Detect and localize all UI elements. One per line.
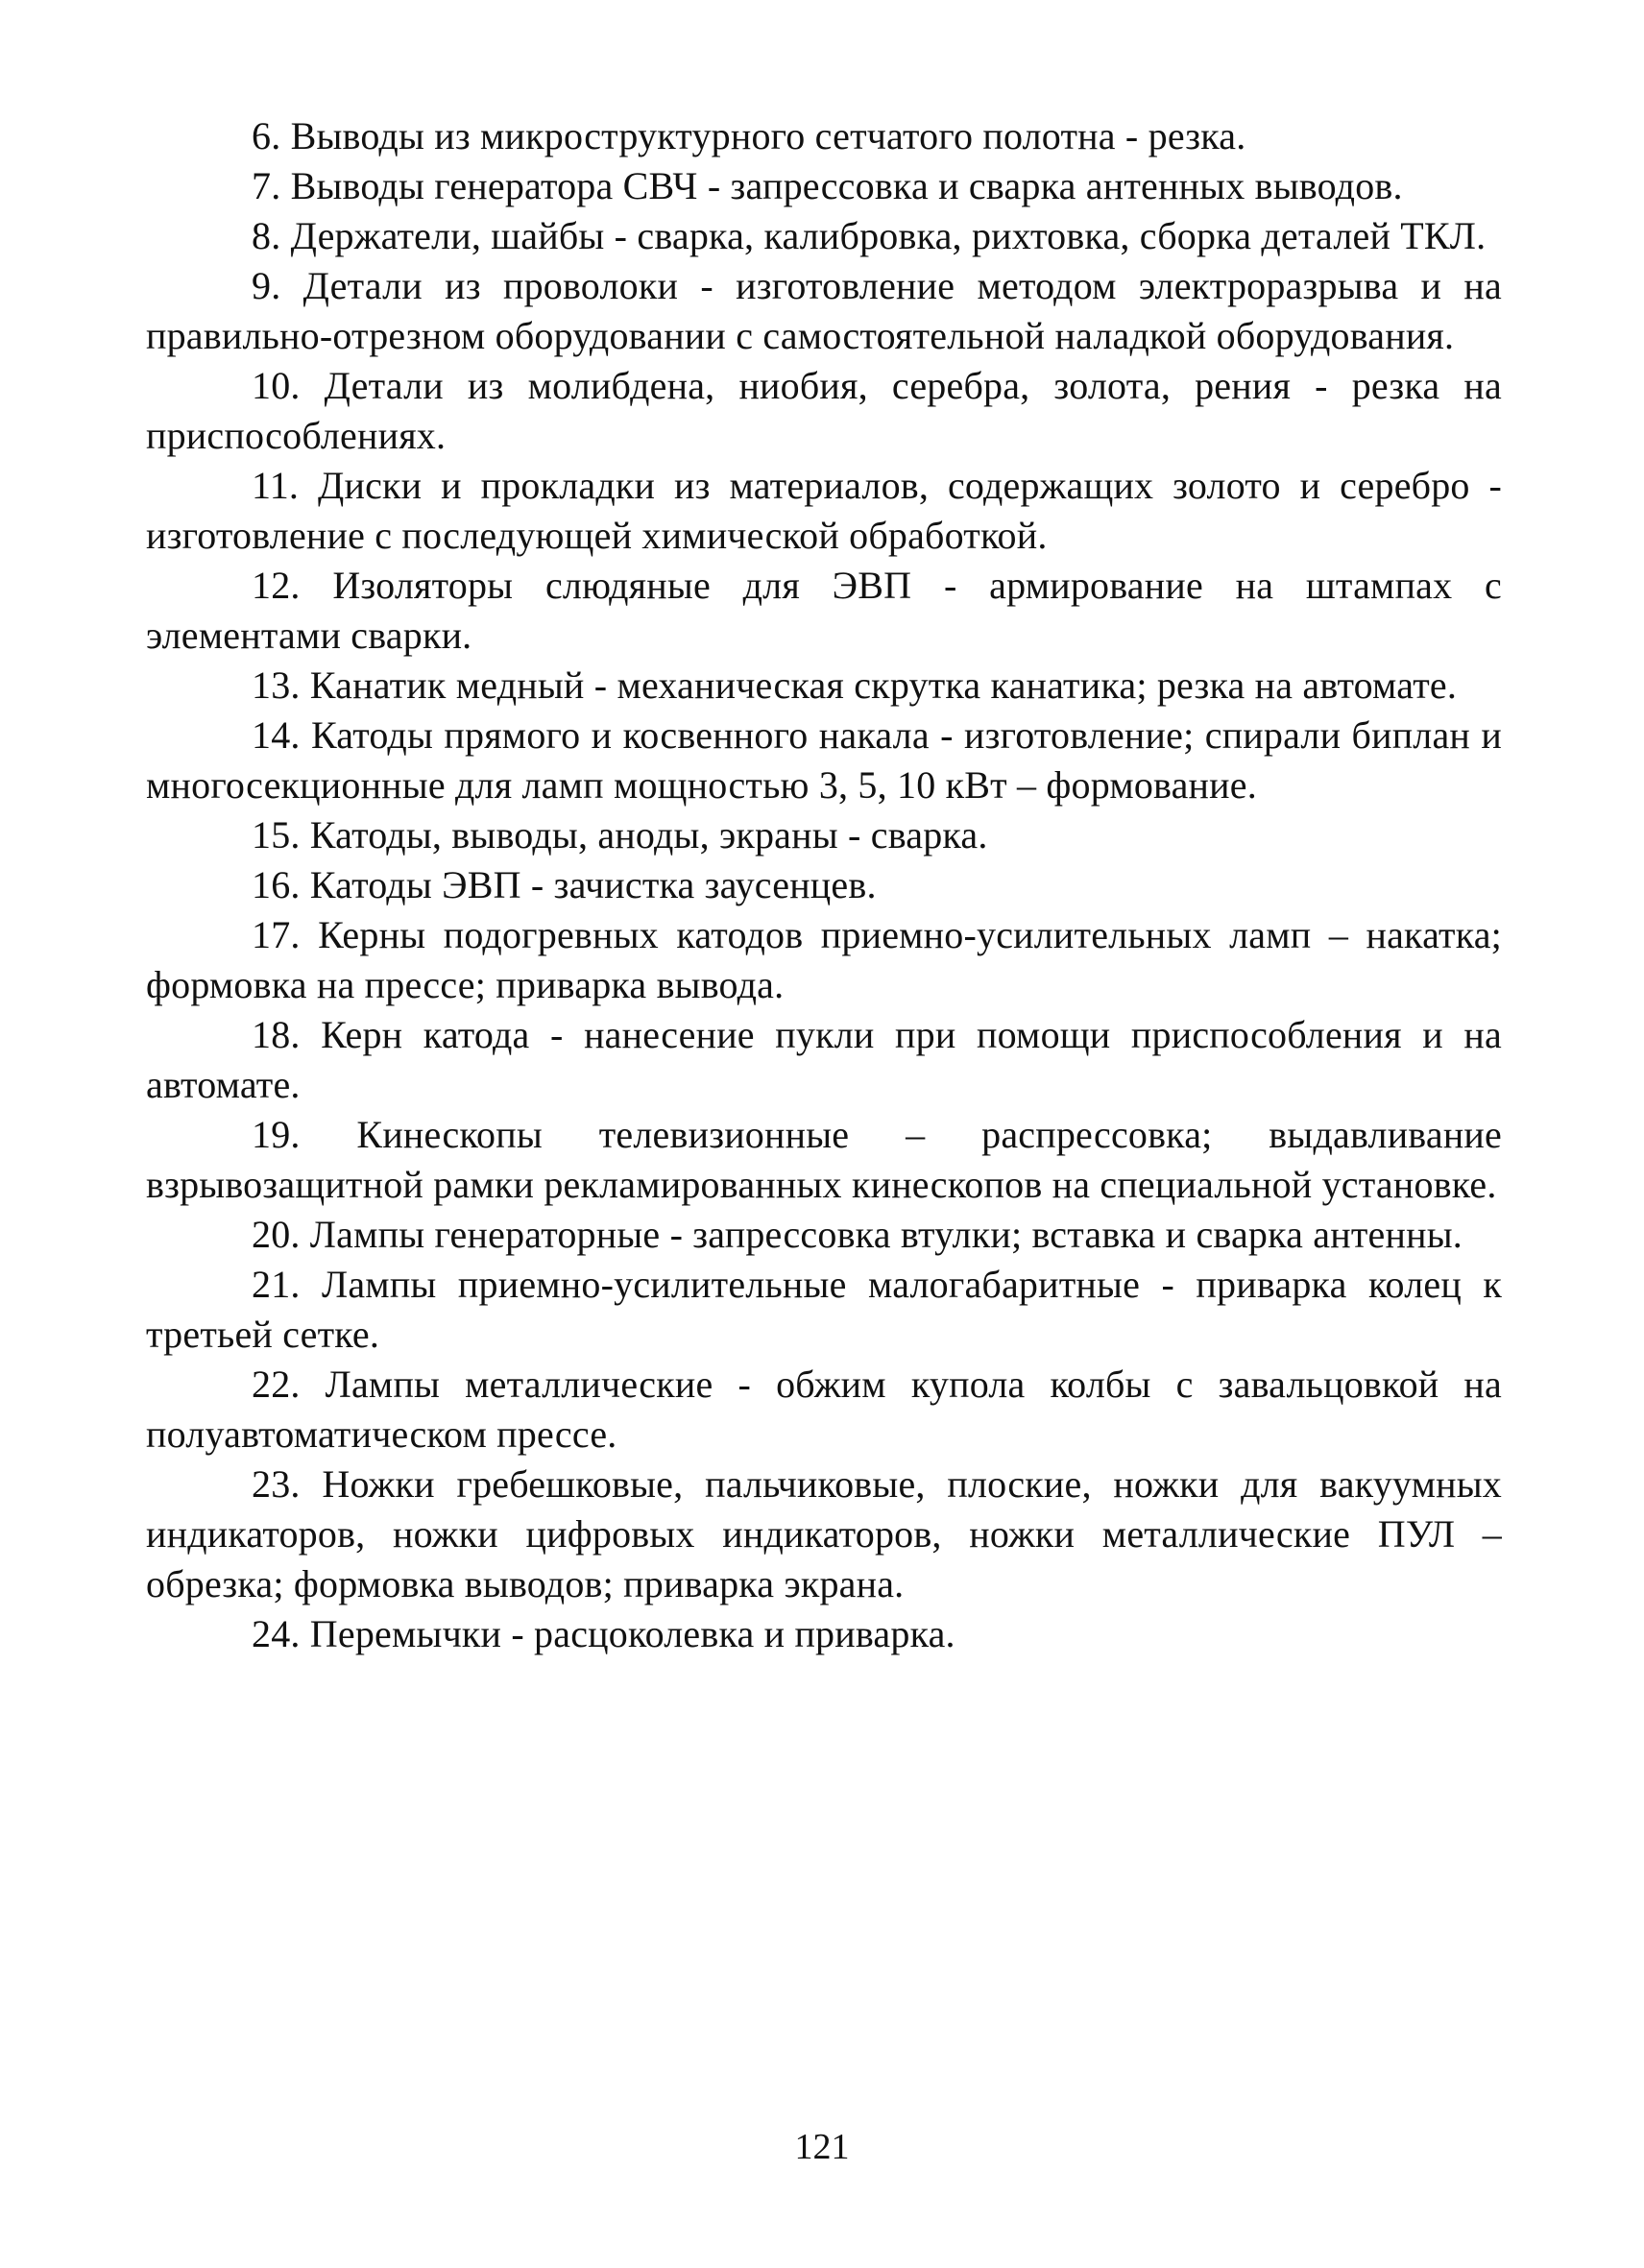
paragraph-item-12: 12. Изоляторы слюдяные для ЭВП - армирование на штампах с элементами сварки. xyxy=(146,564,1502,657)
paragraph-item-10: 10. Детали из молибдена, ниобия, серебра, золота, рения - резка на приспособлениях. xyxy=(146,364,1502,457)
paragraph-item-15: 15. Катоды, выводы, аноды, экраны - сварка. xyxy=(252,813,988,857)
paragraph-item-9: 9. Детали из проволоки - изготовление методом электроразрыва и на правильно-отрезном оборудовании с самостоятельной наладкой оборудования. xyxy=(146,264,1502,357)
paragraph-item-16: 16. Катоды ЭВП - зачистка заусенцев. xyxy=(252,863,877,906)
body-text xyxy=(146,111,1502,1659)
paragraph-item-14: 14. Катоды прямого и косвенного накала - изготовление; спирали биплан и многосекционные для ламп мощностью 3, 5, 10 кВт – формование. xyxy=(146,713,1502,807)
paragraph-item-13: 13. Канатик медный - механическая скрутка канатика; резка на автомате. xyxy=(252,664,1458,707)
paragraph-item-21: 21. Лампы приемно-усилительные малогабаритные - приварка колец к третьей сетке. xyxy=(146,1263,1502,1356)
paragraph-item-19: 19. Кинескопы телевизионные – распрессовка; выдавливание взрывозащитной рамки рекламированных кинескопов на специальной установке. xyxy=(146,1113,1502,1206)
paragraph-item-22: 22. Лампы металлические - обжим купола колбы с завальцовкой на полуавтоматическом прессе. xyxy=(146,1363,1502,1456)
paragraph-item-8: 8. Держатели, шайбы - сварка, калибровка, рихтовка, сборка деталей ТКЛ. xyxy=(252,214,1487,257)
paragraph-item-18: 18. Керн катода - нанесение пукли при помощи приспособления и на автомате. xyxy=(146,1013,1502,1106)
paragraph-item-17: 17. Керны подогревных катодов приемно-усилительных ламп – накатка; формовка на прессе; приварка вывода. xyxy=(146,913,1502,1006)
paragraph-item-7: 7. Выводы генератора СВЧ - запрессовка и сварка антенных выводов. xyxy=(252,164,1403,207)
paragraph-item-11: 11. Диски и прокладки из материалов, содержащих золото и серебро - изготовление с последующей химической обработкой. xyxy=(146,464,1502,557)
paragraph-item-20: 20. Лампы генераторные - запрессовка втулки; вставка и сварка антенны. xyxy=(252,1213,1463,1256)
paragraph-item-23: 23. Ножки гребешковые, пальчиковые, плоские, ножки для вакуумных индикаторов, ножки цифровых индикаторов, ножки металлические ПУЛ – обрезка; формовка выводов; приварка экрана. xyxy=(146,1462,1502,1605)
page-number: 121 xyxy=(794,2127,850,2167)
paragraph-item-6: 6. Выводы из микроструктурного сетчатого полотна - резка. xyxy=(252,114,1246,157)
paragraph-item-24: 24. Перемычки - расцоколевка и приварка. xyxy=(252,1612,955,1655)
